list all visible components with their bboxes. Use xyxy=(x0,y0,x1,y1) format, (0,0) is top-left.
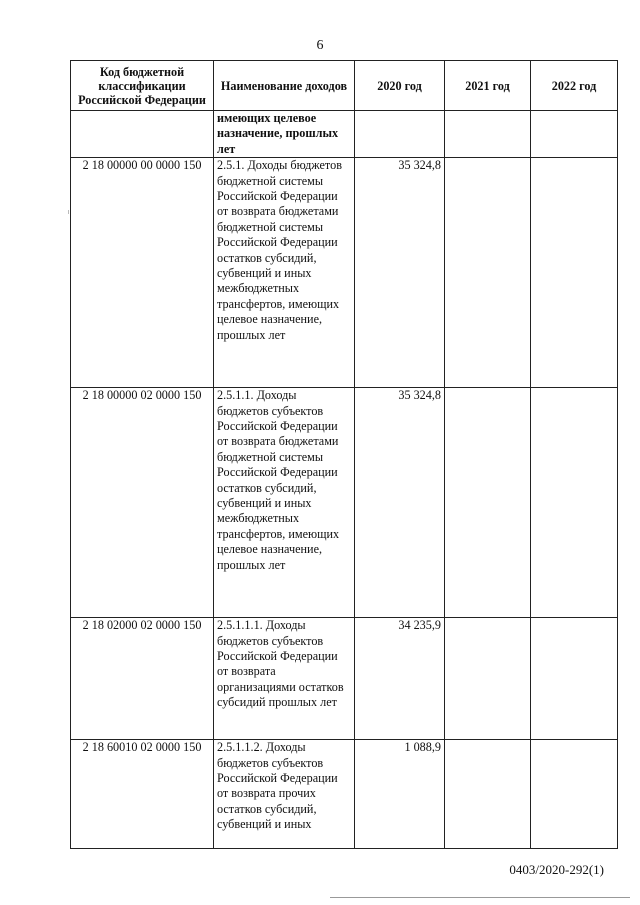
cell-2022 xyxy=(531,388,618,618)
cell-2021 xyxy=(445,158,531,388)
table-header-row xyxy=(71,61,618,111)
cell-code: 2 18 60010 02 0000 150 xyxy=(71,740,214,849)
scan-edge-line xyxy=(330,897,630,898)
cell-code xyxy=(71,111,214,158)
cell-2020: 35 324,8 xyxy=(355,388,445,618)
cell-name: имеющих целевое назначение, прошлых лет xyxy=(214,111,355,158)
header-2022: 2022 год xyxy=(531,61,618,111)
cell-2021 xyxy=(445,388,531,618)
cell-2020: 35 324,8 xyxy=(355,158,445,388)
header-code: Код бюджетной классификации Российской Федерации xyxy=(71,61,214,111)
header-2020: 2020 год xyxy=(355,61,445,111)
page-number: 6 xyxy=(316,38,324,53)
cell-2021 xyxy=(445,111,531,158)
table-row xyxy=(71,158,618,388)
scan-mark xyxy=(68,210,69,214)
header-2021: 2021 год xyxy=(445,61,531,111)
table-row xyxy=(71,740,618,849)
cell-code: 2 18 00000 00 0000 150 xyxy=(71,158,214,388)
table-row-continued xyxy=(71,111,618,158)
cell-name: 2.5.1.1.1. Доходы бюджетов субъектов Российской Федерации от возврата организациями остатков субсидий прошлых лет xyxy=(214,618,355,740)
revenue-table xyxy=(70,60,618,849)
cell-2022 xyxy=(531,618,618,740)
cell-name: 2.5.1. Доходы бюджетов бюджетной системы Российской Федерации от возврата бюджетами бюджетной системы Российской Федерации остатков субсидий, субвенций и иных межбюджетных трансфертов, имеющих целевое назначение, прошлых лет xyxy=(214,158,355,388)
cell-2022 xyxy=(531,740,618,849)
cell-name: 2.5.1.1.2. Доходы бюджетов субъектов Российской Федерации от возврата прочих остатков субсидий, субвенций и иных xyxy=(214,740,355,849)
cell-name: 2.5.1.1. Доходы бюджетов субъектов Российской Федерации от возврата бюджетами бюджетной системы Российской Федерации остатков субсидий, субвенций и иных межбюджетных трансфертов, имеющих целевое назначение, прошлых лет xyxy=(214,388,355,618)
table-row xyxy=(71,388,618,618)
header-name: Наименование доходов xyxy=(214,61,355,111)
cell-2021 xyxy=(445,618,531,740)
cell-code: 2 18 00000 02 0000 150 xyxy=(71,388,214,618)
document-number: 0403/2020-292(1) xyxy=(509,862,604,877)
cell-2022 xyxy=(531,158,618,388)
table-row xyxy=(71,618,618,740)
cell-2020: 1 088,9 xyxy=(355,740,445,849)
cell-code: 2 18 02000 02 0000 150 xyxy=(71,618,214,740)
cell-2020: 34 235,9 xyxy=(355,618,445,740)
cell-2022 xyxy=(531,111,618,158)
cell-2020 xyxy=(355,111,445,158)
cell-2021 xyxy=(445,740,531,849)
